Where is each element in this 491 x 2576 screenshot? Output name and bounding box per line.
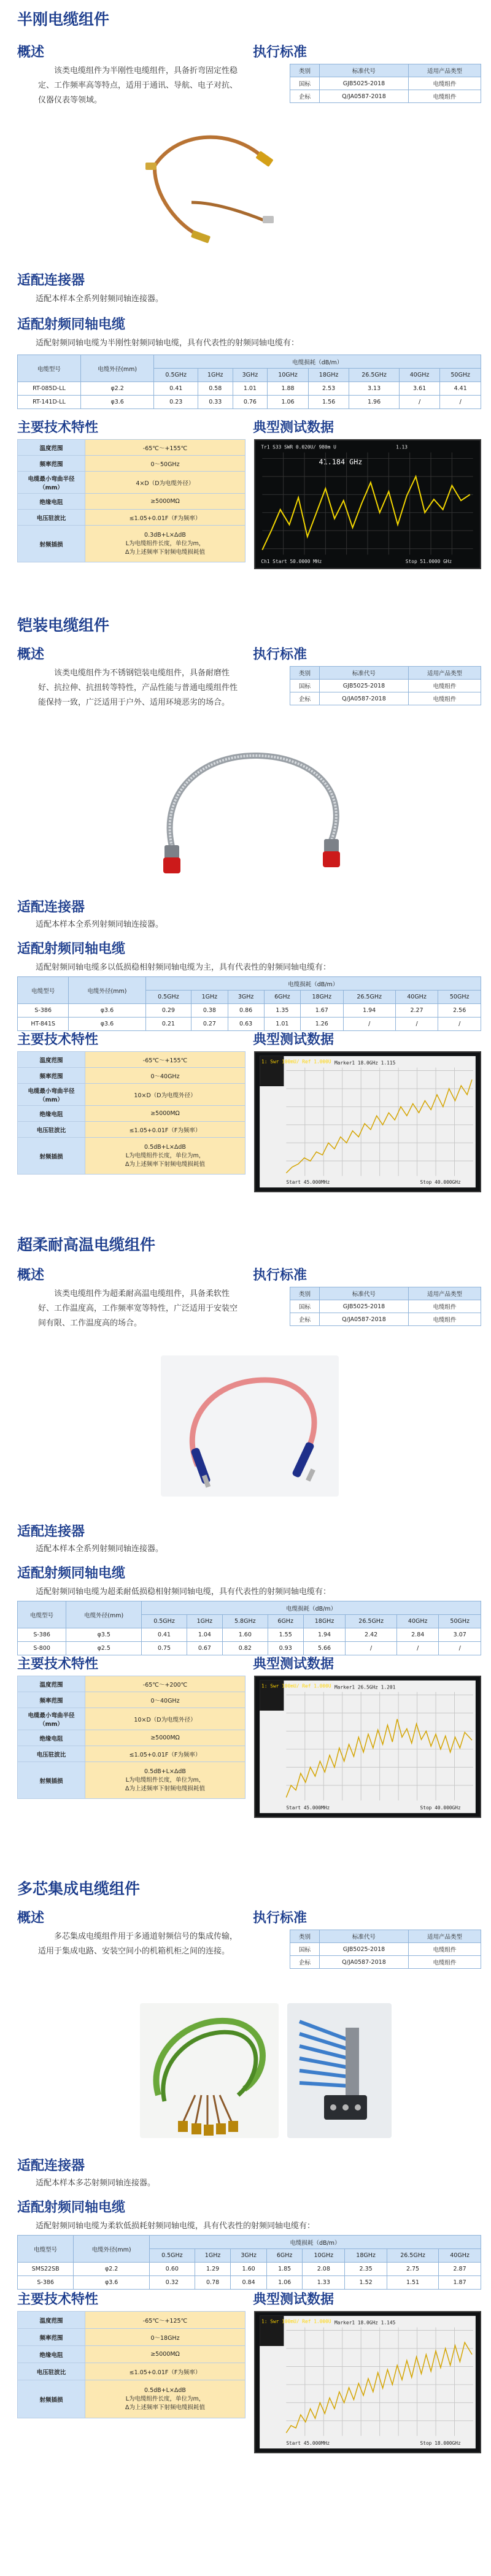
overview-text: 多芯集成电缆组件用于多通道射频信号的集成传输，适用于集成电路、安装空间小的机箱机柜之间的连接。 <box>38 1932 238 1956</box>
cell: Q/JA0587-2018 <box>319 1956 408 1969</box>
cell: 1.60 <box>231 2263 267 2276</box>
connector-text: 适配本样本全系列射频同轴连接器。 <box>36 920 164 929</box>
cell: 2.27 <box>395 1004 438 1018</box>
features-heading: 主要技术特性 <box>17 1032 99 1048</box>
feature-value: ≥5000MΩ <box>85 1106 246 1122</box>
cell: 国标 <box>290 1300 320 1313</box>
col-loss: 电缆损耗（dB/m） <box>149 2236 481 2249</box>
cable-text: 适配射频同轴电缆多以低损稳相射频同轴电缆为主，具有代表性的射频同轴电缆有： <box>36 963 331 972</box>
feature-key: 频率范围 <box>18 456 85 472</box>
cell: 电缆组件 <box>408 680 481 692</box>
product-photo <box>161 1355 339 1497</box>
freq-header: 0.5GHz <box>142 1615 187 1628</box>
cell: 0.58 <box>198 382 233 396</box>
cell: 企标 <box>290 1313 320 1326</box>
feature-value: 10×D（D为电缆外径） <box>85 1084 246 1106</box>
cell: Q/JA0587-2018 <box>319 90 408 103</box>
freq-header: 6GHz <box>266 2249 303 2263</box>
cell: 0.23 <box>154 396 198 409</box>
cell: 1.55 <box>268 1628 303 1642</box>
col-model: 电缆型号 <box>18 2236 74 2263</box>
feature-value: ≤1.05+0.01F（F为频率） <box>85 510 246 526</box>
col-category: 类别 <box>290 64 320 77</box>
product-photo <box>147 742 362 883</box>
table-row <box>18 1628 481 1642</box>
cell: HT-841S <box>18 1018 69 1031</box>
connector-text: 适配本样本全系列射频同轴连接器。 <box>36 294 164 304</box>
col-category: 类别 <box>290 1930 320 1943</box>
feature-value: ≤1.05+0.01F（F为频率） <box>85 1746 246 1762</box>
col-category: 类别 <box>290 1287 320 1300</box>
freq-header: 1GHz <box>195 2249 231 2263</box>
table-row <box>18 1004 481 1018</box>
feature-value: 4×D（D为电缆外径） <box>85 472 246 494</box>
feature-value: 0～50GHz <box>85 456 246 472</box>
feature-value: 10×D（D为电缆外径） <box>85 1708 246 1730</box>
connector-heading: 适配连接器 <box>17 273 85 288</box>
feature-key: 电缆最小弯曲半径（mm） <box>18 472 85 494</box>
cell: / <box>343 1018 395 1031</box>
cell: / <box>438 1018 481 1031</box>
cell: 1.94 <box>303 1628 345 1642</box>
freq-header: 40GHz <box>397 1615 439 1628</box>
product-photo <box>142 123 277 258</box>
col-code: 标准代号 <box>319 1287 408 1300</box>
col-type: 适用产品类型 <box>408 667 481 680</box>
feature-value: 0～18GHz <box>85 2329 246 2346</box>
feature-key: 绝缘电阻 <box>18 1106 85 1122</box>
feature-key: 电压驻波比 <box>18 1746 85 1762</box>
features-table <box>17 439 246 562</box>
chart-top-label: 1: Swr 100mU/ Ref 1.000U <box>261 1683 331 1689</box>
chart-marker: Marker1 26.5GHz 1.201 <box>334 1684 396 1690</box>
section-high-temp <box>0 1233 491 1877</box>
cell: 3.13 <box>349 382 399 396</box>
cell: GJB5025-2018 <box>319 680 408 692</box>
cell: 0.76 <box>233 396 268 409</box>
chart-start-label: Start 45.000MHz <box>286 1179 330 1186</box>
feature-key: 电压驻波比 <box>18 2363 85 2380</box>
feature-key: 电缆最小弯曲半径（mm） <box>18 1708 85 1730</box>
freq-header: 18GHz <box>308 369 349 382</box>
chart-marker: 41.184 GHz <box>319 458 363 467</box>
col-type: 适用产品类型 <box>408 1930 481 1943</box>
cell: / <box>395 1018 438 1031</box>
cell: 1.06 <box>268 396 309 409</box>
col-loss: 电缆损耗（dB/m） <box>154 355 481 369</box>
col-type: 适用产品类型 <box>408 64 481 77</box>
cell: 企标 <box>290 1956 320 1969</box>
cell: 0.32 <box>149 2276 195 2290</box>
cell: 0.21 <box>145 1018 191 1031</box>
col-diameter: 电缆外径(mm) <box>74 2236 150 2263</box>
freq-header: 5.8GHz <box>223 1615 268 1628</box>
cell: 2.08 <box>303 2263 345 2276</box>
cable-table <box>17 2235 481 2290</box>
feature-value: 0.5dB+L×ΔdB L为电缆组件长度，单位为m， Δ为上述频率下射频电缆损耗值 <box>85 2380 246 2418</box>
connector-text: 适配本样本全系列射频同轴连接器。 <box>36 1544 164 1554</box>
feature-value: -65℃～+200℃ <box>85 1676 246 1692</box>
cell: 0.41 <box>142 1628 187 1642</box>
cell: / <box>346 1642 397 1655</box>
cell: 企标 <box>290 692 320 705</box>
overview-text: 该类电缆组件为不锈钢铠装电缆组件，具备耐磨性好、抗拉伸、抗扭转等特性，产品性能与普通电缆组件性能保持一致，广泛适用于户外、适用环境恶劣的场合。 <box>38 669 238 707</box>
cable-table <box>17 976 481 1031</box>
section-semi-rigid <box>0 0 491 613</box>
cell: φ3.6 <box>69 1004 145 1018</box>
freq-header: 18GHz <box>300 991 343 1004</box>
cell: φ3.5 <box>66 1628 142 1642</box>
cell: 2.56 <box>438 1004 481 1018</box>
cell: 1.35 <box>264 1004 300 1018</box>
freq-header: 50GHz <box>440 369 481 382</box>
section-title: 铠装电缆组件 <box>17 616 110 634</box>
feature-key: 射频插损 <box>18 1138 85 1175</box>
test-data-heading: 典型测试数据 <box>253 1657 334 1672</box>
col-model: 电缆型号 <box>18 977 69 1004</box>
cell: 0.27 <box>191 1018 228 1031</box>
cell: 1.04 <box>187 1628 222 1642</box>
cell: 电缆组件 <box>408 1313 481 1326</box>
cell: 国标 <box>290 680 320 692</box>
freq-header: 10GHz <box>268 369 309 382</box>
standard-heading: 执行标准 <box>253 45 307 60</box>
cell: 0.33 <box>198 396 233 409</box>
cell: 2.87 <box>439 2263 481 2276</box>
cable-text: 适配射频同轴电缆为半刚性射频同轴电缆，具有代表性的射频同轴电缆有： <box>36 339 300 348</box>
feature-value: -65℃～+125℃ <box>85 2312 246 2329</box>
cell: 0.93 <box>268 1642 303 1655</box>
cell: / <box>399 396 440 409</box>
feature-value: 0.5dB+L×ΔdB L为电缆组件长度，单位为m， Δ为上述频率下射频电缆损耗值 <box>85 1138 246 1175</box>
cell: S-386 <box>18 1004 69 1018</box>
test-data-heading: 典型测试数据 <box>253 420 334 435</box>
cable-table <box>17 355 481 409</box>
table-row <box>18 2263 481 2276</box>
cell: 国标 <box>290 1943 320 1956</box>
col-code: 标准代号 <box>319 1930 408 1943</box>
standard-table <box>290 1287 481 1326</box>
test-chart <box>254 1051 481 1192</box>
cell: 2.84 <box>397 1628 439 1642</box>
cell: 电缆组件 <box>408 1956 481 1969</box>
feature-key: 绝缘电阻 <box>18 494 85 510</box>
freq-header: 40GHz <box>439 2249 481 2263</box>
connector-photo <box>287 2003 392 2138</box>
cell: 2.75 <box>387 2263 438 2276</box>
freq-header: 6GHz <box>268 1615 303 1628</box>
feature-value: ≤1.05+0.01F（F为频率） <box>85 2363 246 2380</box>
cell: 1.01 <box>233 382 268 396</box>
freq-header: 18GHz <box>345 2249 387 2263</box>
cell: GJB5025-2018 <box>319 1300 408 1313</box>
cell: RT-141D-LL <box>18 396 81 409</box>
cell: S-386 <box>18 1628 66 1642</box>
feature-value: 0.5dB+L×ΔdB L为电缆组件长度，单位为m， Δ为上述频率下射频电缆损耗值 <box>85 1762 246 1799</box>
feature-value: 0～40GHz <box>85 1068 246 1084</box>
feature-value: ≥5000MΩ <box>85 1730 246 1746</box>
features-heading: 主要技术特性 <box>17 2292 99 2307</box>
test-chart <box>254 2311 481 2453</box>
cell: 3.61 <box>399 382 440 396</box>
cell: 企标 <box>290 90 320 103</box>
cell: 1.29 <box>195 2263 231 2276</box>
cell: φ3.6 <box>69 1018 145 1031</box>
feature-value: 0.3dB+L×ΔdB L为电缆组件长度，单位为m， Δ为上述频率下射频电缆损耗值 <box>85 526 246 562</box>
standard-heading: 执行标准 <box>253 1911 307 1926</box>
col-model: 电缆型号 <box>18 1601 66 1628</box>
cell: 0.41 <box>154 382 198 396</box>
cell: / <box>439 1642 481 1655</box>
cable-table <box>17 1601 481 1655</box>
features-heading: 主要技术特性 <box>17 420 99 435</box>
section-title: 多芯集成电缆组件 <box>17 1880 141 1898</box>
cell: 1.33 <box>303 2276 345 2290</box>
cable-heading: 适配射频同轴电缆 <box>17 2200 126 2215</box>
cell: 1.94 <box>343 1004 395 1018</box>
cell: 0.75 <box>142 1642 187 1655</box>
feature-key: 频率范围 <box>18 1068 85 1084</box>
features-table <box>17 1676 246 1799</box>
test-data-heading: 典型测试数据 <box>253 1032 334 1048</box>
freq-header: 6GHz <box>264 991 300 1004</box>
freq-header: 40GHz <box>399 369 440 382</box>
feature-key: 温度范围 <box>18 1676 85 1692</box>
cell: φ2.2 <box>80 382 154 396</box>
feature-key: 温度范围 <box>18 2312 85 2329</box>
standard-table <box>290 64 481 103</box>
cell: / <box>440 396 481 409</box>
cell: 0.86 <box>228 1004 264 1018</box>
chart-stop-label: Stop 40.000GHz <box>420 1179 461 1186</box>
cell: 1.51 <box>387 2276 438 2290</box>
table-row <box>18 382 481 396</box>
cable-heading: 适配射频同轴电缆 <box>17 1566 126 1581</box>
cable-heading: 适配射频同轴电缆 <box>17 941 126 957</box>
cell: 国标 <box>290 77 320 90</box>
chart-start-label: Ch1 Start 50.0000 MHz <box>261 559 322 565</box>
connector-heading: 适配连接器 <box>17 1524 85 1539</box>
connector-text: 适配本样本多芯射频同轴连接器。 <box>36 2179 156 2188</box>
feature-value: ≤1.05+0.01F（F为频率） <box>85 1122 246 1138</box>
cell: 3.07 <box>439 1628 481 1642</box>
chart-top-label: 1: Swr 100mU/ Ref 1.000U <box>261 2318 331 2325</box>
cell: 电缆组件 <box>408 1300 481 1313</box>
cell: φ2.2 <box>74 2263 150 2276</box>
freq-header: 26.5GHz <box>346 1615 397 1628</box>
features-table <box>17 1051 246 1175</box>
feature-key: 射频插损 <box>18 2380 85 2418</box>
cell: 电缆组件 <box>408 90 481 103</box>
cable-text: 适配射频同轴电缆为超柔耐低损稳相射频同轴电缆，具有代表性的射频同轴电缆有： <box>36 1587 331 1597</box>
col-code: 标准代号 <box>319 667 408 680</box>
freq-header: 50GHz <box>438 991 481 1004</box>
cell: 1.56 <box>308 396 349 409</box>
freq-header: 1GHz <box>198 369 233 382</box>
feature-key: 绝缘电阻 <box>18 2346 85 2363</box>
cell: / <box>397 1642 439 1655</box>
cell: φ3.6 <box>80 396 154 409</box>
standard-heading: 执行标准 <box>253 1268 307 1283</box>
cable-heading: 适配射频同轴电缆 <box>17 317 126 332</box>
col-model: 电缆型号 <box>18 355 81 382</box>
cell: 0.84 <box>231 2276 267 2290</box>
test-chart <box>254 439 481 569</box>
freq-header: 26.5GHz <box>349 369 399 382</box>
freq-header: 3GHz <box>228 991 264 1004</box>
cell: 电缆组件 <box>408 692 481 705</box>
feature-value: -65℃～+155℃ <box>85 1052 246 1068</box>
freq-header: 26.5GHz <box>343 991 395 1004</box>
cell: GJB5025-2018 <box>319 1943 408 1956</box>
chart-value: 1.13 <box>396 444 408 450</box>
cell: 1.06 <box>266 2276 303 2290</box>
cell: Q/JA0587-2018 <box>319 1313 408 1326</box>
freq-header: 0.5GHz <box>145 991 191 1004</box>
feature-value: 0～40GHz <box>85 1692 246 1708</box>
section-multicore <box>0 1877 491 2576</box>
test-chart <box>254 1676 481 1818</box>
table-row <box>18 2276 481 2290</box>
freq-header: 1GHz <box>191 991 228 1004</box>
freq-header: 3GHz <box>233 369 268 382</box>
chart-marker: Marker1 18.0GHz 1.145 <box>334 2320 396 2326</box>
standard-table <box>290 666 481 705</box>
feature-key: 温度范围 <box>18 1052 85 1068</box>
test-data-heading: 典型测试数据 <box>253 2292 334 2307</box>
col-diameter: 电缆外径(mm) <box>66 1601 142 1628</box>
feature-value: -65℃～+155℃ <box>85 440 246 456</box>
freq-header: 0.5GHz <box>149 2249 195 2263</box>
chart-top-label: Tr1 S33 SWR 0.020U/ 980m U <box>261 444 336 450</box>
section-title: 超柔耐高温电缆组件 <box>17 1236 156 1254</box>
cell: 1.85 <box>266 2263 303 2276</box>
overview-heading: 概述 <box>17 1268 45 1283</box>
col-type: 适用产品类型 <box>408 1287 481 1300</box>
cell: SMS22SB <box>18 2263 74 2276</box>
freq-header: 10GHz <box>303 2249 345 2263</box>
freq-header: 18GHz <box>303 1615 345 1628</box>
cell: 0.78 <box>195 2276 231 2290</box>
freq-header: 40GHz <box>395 991 438 1004</box>
cable-text: 适配射频同轴电缆为柔软低损耗射频同轴电缆，具有代表性的射频同轴电缆有： <box>36 2221 315 2231</box>
col-loss: 电缆损耗（dB/m） <box>142 1601 481 1615</box>
chart-marker: Marker1 18.0GHz 1.115 <box>334 1060 396 1066</box>
cell: 0.63 <box>228 1018 264 1031</box>
overview-heading: 概述 <box>17 1911 45 1926</box>
chart-start-label: Start 45.000MHz <box>286 2440 330 2447</box>
cell: 0.67 <box>187 1642 222 1655</box>
cell: 0.82 <box>223 1642 268 1655</box>
feature-key: 射频插损 <box>18 1762 85 1799</box>
freq-header: 26.5GHz <box>387 2249 438 2263</box>
cell: S-386 <box>18 2276 74 2290</box>
cell: 5.66 <box>303 1642 345 1655</box>
cell: φ2.5 <box>66 1642 142 1655</box>
cell: 1.88 <box>268 382 309 396</box>
feature-key: 电压驻波比 <box>18 510 85 526</box>
feature-value: ≥5000MΩ <box>85 494 246 510</box>
chart-start-label: Start 45.000MHz <box>286 1805 330 1811</box>
product-photo <box>140 2003 279 2138</box>
cell: 1.52 <box>345 2276 387 2290</box>
overview-text: 该类电缆组件为超柔耐高温电缆组件，具备柔软性好、工作温度高，工作频率宽等特性，广泛适用于安装空间有限、工作温度高的场合。 <box>38 1289 238 1328</box>
cell: 1.96 <box>349 396 399 409</box>
cell: φ3.6 <box>74 2276 150 2290</box>
feature-value: ≥5000MΩ <box>85 2346 246 2363</box>
cell: 1.87 <box>439 2276 481 2290</box>
cell: RT-085D-LL <box>18 382 81 396</box>
chart-stop-label: Stop 18.000GHz <box>420 2440 461 2447</box>
cell: S-800 <box>18 1642 66 1655</box>
chart-stop-label: Stop 51.0000 GHz <box>405 559 452 565</box>
cell: 1.26 <box>300 1018 343 1031</box>
cell: 电缆组件 <box>408 77 481 90</box>
standard-table <box>290 1930 481 1969</box>
chart-stop-label: Stop 40.000GHz <box>420 1805 461 1811</box>
freq-header: 0.5GHz <box>154 369 198 382</box>
col-diameter: 电缆外径(mm) <box>80 355 154 382</box>
features-heading: 主要技术特性 <box>17 1657 99 1672</box>
overview-heading: 概述 <box>17 45 45 60</box>
freq-header: 50GHz <box>439 1615 481 1628</box>
cell: 1.60 <box>223 1628 268 1642</box>
freq-header: 3GHz <box>231 2249 267 2263</box>
section-armored <box>0 613 491 1233</box>
cell: 4.41 <box>440 382 481 396</box>
feature-key: 绝缘电阻 <box>18 1730 85 1746</box>
standard-heading: 执行标准 <box>253 647 307 662</box>
col-code: 标准代号 <box>319 64 408 77</box>
cell: 1.67 <box>300 1004 343 1018</box>
cell: GJB5025-2018 <box>319 77 408 90</box>
section-title: 半刚电缆组件 <box>17 10 110 28</box>
cell: 2.53 <box>308 382 349 396</box>
feature-key: 电压驻波比 <box>18 1122 85 1138</box>
cell: Q/JA0587-2018 <box>319 692 408 705</box>
col-diameter: 电缆外径(mm) <box>69 977 145 1004</box>
table-row <box>18 396 481 409</box>
col-loss: 电缆损耗（dB/m） <box>145 977 481 991</box>
chart-top-label: 1: Swr 100mU/ Ref 1.000U <box>261 1059 331 1065</box>
col-category: 类别 <box>290 667 320 680</box>
connector-heading: 适配连接器 <box>17 900 85 915</box>
cell: 电缆组件 <box>408 1943 481 1956</box>
feature-key: 频率范围 <box>18 1692 85 1708</box>
feature-key: 温度范围 <box>18 440 85 456</box>
cell: 1.01 <box>264 1018 300 1031</box>
feature-key: 电缆最小弯曲半径（mm） <box>18 1084 85 1106</box>
cell: 2.35 <box>345 2263 387 2276</box>
cell: 2.42 <box>346 1628 397 1642</box>
connector-heading: 适配连接器 <box>17 2158 85 2174</box>
features-table <box>17 2311 246 2418</box>
cell: 0.38 <box>191 1004 228 1018</box>
feature-key: 频率范围 <box>18 2329 85 2346</box>
overview-heading: 概述 <box>17 647 45 662</box>
feature-key: 射频插损 <box>18 526 85 562</box>
cell: 0.60 <box>149 2263 195 2276</box>
freq-header: 1GHz <box>187 1615 222 1628</box>
cell: 0.29 <box>145 1004 191 1018</box>
overview-text: 该类电缆组件为半刚性电缆组件，具备折弯固定性稳定、工作频率高等特点，适用于通讯、导航、电子对抗、仪器仪表等领域。 <box>38 66 238 105</box>
